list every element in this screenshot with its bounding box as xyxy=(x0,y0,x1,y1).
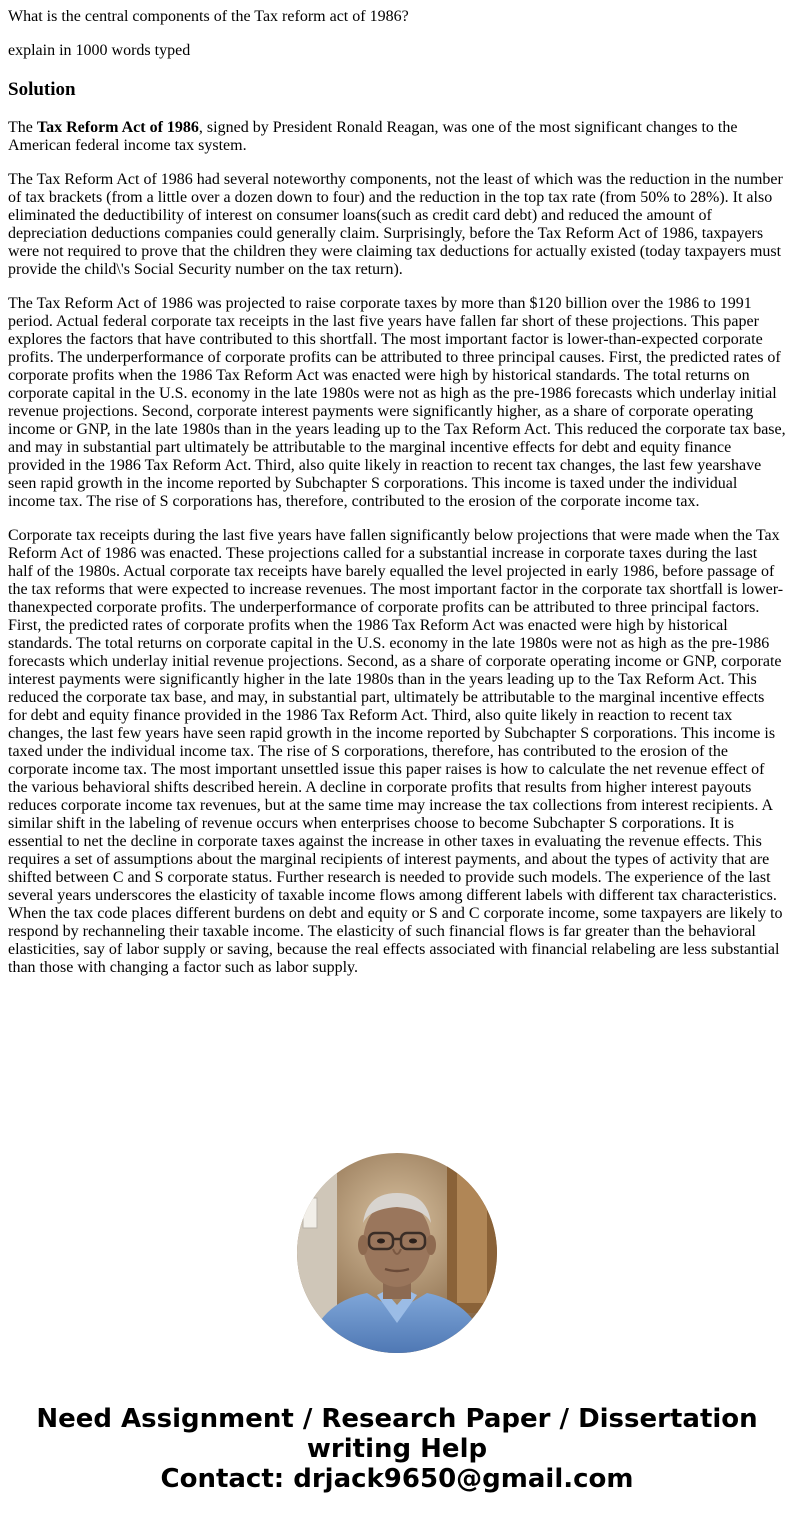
intro-bold-term: Tax Reform Act of 1986 xyxy=(36,119,199,136)
intro-prefix: The xyxy=(8,119,37,136)
promo-banner xyxy=(0,1404,794,1494)
intro-suffix: , signed by President Ronald Reagan, was one of the most significant changes to the American federal income tax system. xyxy=(8,119,738,154)
question-instruction: explain in 1000 words typed xyxy=(8,42,191,59)
solution-paragraph-3: Corporate tax receipts during the last five years have fallen significantly below projections that were made when the Tax Reform Act of 1986 was enacted. These projections called for a substantial increase in corporate taxes during the last half of the 1980s. Actual corporate tax receipts have barely equalled the level projected in early 1986, before passage of the tax reforms that were expected to increase revenues. The most important factor in the corporate tax shortfall is lower-thanexpected corporate profits. The underperformance of corporate profits can be attributed to three principal factors. First, the predicted rates of corporate profits when the 1986 Tax Reform Act was enacted were high by historical standards. The total returns on corporate capital in the U.S. economy in the late 1980s were not as high as the pre-1986 forecasts which underlay initial revenue projections. Second, as a share of corporate operating income or GNP, corporate interest payments were significantly higher in the late 1980s than in the years leading up to the Tax Reform Act. This reduced the corporate tax base, and may, in substantial part, ultimately be attributable to the marginal incentive effects for debt and equity finance provided in the 1986 Tax Reform Act. Third, also quite likely in reaction to recent tax changes, the last few years have seen rapid growth in the income reported by Subchapter S corporations. This income is taxed under the individual income tax. The rise of S corporations, therefore, has contributed to the erosion of the corporate income tax. The most important unsettled issue this paper raises is how to calculate the net revenue effect of the various behavioral shifts described herein. A decline in corporate profits that results from higher interest payouts reduces corporate income tax revenues, but at the same time may increase the tax collections from interest recipients. A similar shift in the labeling of revenue occurs when enterprises choose to become Subchapter S corporations. It is essential to net the decline in corporate taxes against the increase in other taxes in evaluating the revenue effects. This requires a set of assumptions about the marginal recipients of interest payments, and about the types of activity that are shifted between C and S corporate status. Further research is needed to provide such models. The experience of the last several years underscores the elasticity of taxable income flows among different labels with different tax characteristics. When the tax code places different burdens on debt and equity or S and C corporate income, some taxpayers are likely to respond by rechanneling their taxable income. The elasticity of such financial flows is far greater than the behavioral elasticities, say of labor supply or saving, because the real effects associated with financial relabeling are less substantial than those with changing a factor such as labor supply. xyxy=(8,527,784,976)
author-portrait-image xyxy=(297,1153,497,1353)
author-avatar xyxy=(297,1153,497,1353)
promo-line-2: writing Help xyxy=(306,1434,488,1464)
question-title: What is the central components of the Tax reform act of 1986? xyxy=(8,8,409,25)
solution-intro-paragraph xyxy=(8,119,786,155)
solution-paragraph-2: The Tax Reform Act of 1986 was projected to raise corporate taxes by more than $120 billion over the 1986 to 1991 period. Actual federal corporate tax receipts in the last five years have fallen far short of these projections. This paper explores the factors that have contributed to this shortfall. The most important factor is lower-than-expected corporate profits. The underperformance of corporate profits can be attributed to three principal causes. First, the predicted rates of corporate profits when the 1986 Tax Reform Act was enacted were high by historical standards. The total returns on corporate capital in the U.S. economy in the late 1980s were not as high as the pre-1986 forecasts which underlay initial revenue projections. Second, corporate interest payments were significantly higher, as a share of corporate operating income or GNP, in the late 1980s than in the years leading up to the Tax Reform Act. This reduced the corporate tax base, and may in substantial part ultimately be attributable to the marginal incentive effects for debt and equity finance provided in the 1986 Tax Reform Act. Third, also quite likely in reaction to recent tax changes, the last few yearshave seen rapid growth in the income reported by Subchapter S corporations. This income is taxed under the individual income tax. The rise of S corporations has, therefore, contributed to the erosion of the corporate income tax. xyxy=(8,295,786,510)
promo-line-1: Need Assignment / Research Paper / Dissertation xyxy=(36,1404,758,1434)
solution-paragraph-1: The Tax Reform Act of 1986 had several noteworthy components, not the least of which was the reduction in the number of tax brackets (from a little over a dozen down to four) and the reduction in the top tax rate (from 50% to 28%). It also eliminated the deductibility of interest on consumer loans(such as credit card debt) and reduced the amount of depreciation deductions companies could generally claim. Surprisingly, before the Tax Reform Act of 1986, taxpayers were not required to prove that the children they were claiming tax deductions for actually existed (today taxpayers must provide the child\'s Social Security number on the tax return). xyxy=(8,171,783,278)
solution-heading: Solution xyxy=(8,79,76,100)
promo-contact: Contact: drjack9650@gmail.com xyxy=(160,1464,634,1494)
